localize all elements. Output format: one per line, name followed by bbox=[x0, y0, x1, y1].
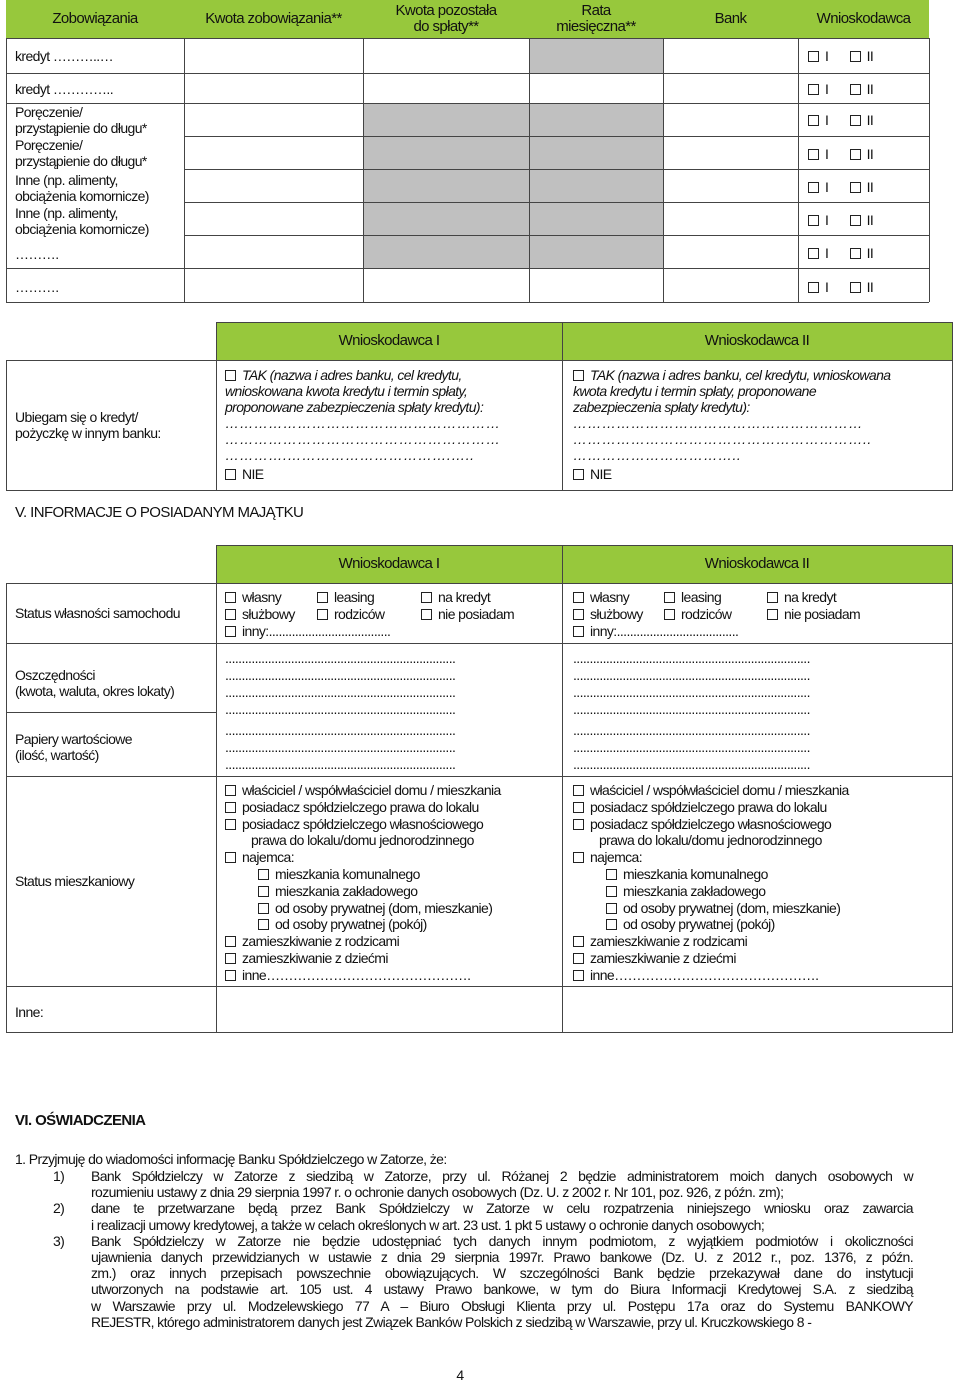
housing-option-label: najemca: bbox=[242, 849, 295, 866]
checkbox-applicant-2[interactable] bbox=[850, 182, 861, 193]
car-other-field[interactable]: inny:..................................... bbox=[242, 623, 391, 639]
car-opt-label: na kredyt bbox=[784, 589, 837, 605]
checkbox-tenant-private-room[interactable] bbox=[606, 919, 617, 930]
statement-text: REJESTR, którego administratorem danych jest Związek Banków Polskich z siedzibą w Warszawie, przy ul. Kruczkowskiego 8 - bbox=[91, 1313, 812, 1330]
statement-text: Bank Spółdzielczy w Zatorze z siedzibą w Zatorze, przy ul. Różanej 2 będzie administratorem moich danych osobowych w bbox=[91, 1168, 913, 1184]
loan-applicant-2-nie bbox=[573, 466, 612, 482]
dot-line[interactable]: ...................................................................... bbox=[225, 684, 456, 700]
checkbox-car-own[interactable] bbox=[573, 592, 584, 603]
tak-1-line1: TAK (nazwa i adres banku, cel kredytu, bbox=[242, 367, 462, 383]
applicant-2-label: II bbox=[866, 245, 874, 261]
applicant-2-label: II bbox=[866, 212, 874, 228]
loan-row-label bbox=[15, 409, 161, 441]
tak-2-dots1[interactable]: …………………………………………………… bbox=[573, 415, 863, 431]
header-rate-line1: Rata bbox=[581, 2, 611, 19]
applicant-2-label: II bbox=[866, 279, 874, 295]
applicant-2-label: II bbox=[866, 81, 874, 97]
applicant-1-label: I bbox=[825, 81, 829, 97]
car-opt-label: własny bbox=[242, 589, 282, 605]
checkbox-car-credit[interactable] bbox=[767, 592, 778, 603]
checkbox-applicant-1[interactable] bbox=[808, 182, 819, 193]
checkbox-car-credit[interactable] bbox=[421, 592, 432, 603]
housing-option-label: mieszkania zakładowego bbox=[623, 882, 766, 899]
loan-applicant-1-nie bbox=[225, 466, 264, 482]
statement-text: rozumieniu ustawy z dnia 29 sierpnia 1997 r. o ochronie danych osobowych (Dz. U. z 2002 r. Nr 101, poz. 926, z późn. zm); bbox=[91, 1184, 784, 1201]
dot-line[interactable]: ........................................................................ bbox=[573, 650, 810, 666]
checkbox-housing-tenant[interactable] bbox=[573, 852, 584, 863]
tak-2-line3: zabezpieczenia spłaty kredytu): bbox=[573, 399, 750, 415]
checkbox-car-parents[interactable] bbox=[664, 609, 675, 620]
checkbox-applicant-1[interactable] bbox=[808, 115, 819, 126]
checkbox-tak-applicant-1[interactable] bbox=[225, 370, 236, 381]
car-opt-parents-2 bbox=[664, 606, 731, 622]
housing-option-label: mieszkania zakładowego bbox=[275, 882, 418, 899]
car-opt-label: na kredyt bbox=[438, 589, 491, 605]
applicant-choice-row-6 bbox=[808, 212, 873, 228]
applicant-1-label: I bbox=[825, 212, 829, 228]
statement-line bbox=[53, 1249, 913, 1265]
car-opt-label: służbowy bbox=[242, 606, 295, 622]
applicant-1-label: I bbox=[825, 146, 829, 162]
checkbox-tenant-company[interactable] bbox=[606, 886, 617, 897]
statement-intro: 1. Przyjmuję do wiadomości informację Banku Spółdzielczego w Zatorze, że: bbox=[15, 1151, 447, 1167]
tak-2-line2: kwota kredytu i termin spłaty, proponowane bbox=[573, 383, 817, 399]
dot-line[interactable]: ........................................................................ bbox=[573, 667, 810, 683]
car-opt-label: nie posiadam bbox=[438, 606, 515, 622]
statement-num bbox=[53, 1249, 91, 1265]
statement-text: ujawnienia danych przewidzianych w ustawie z dnia 29 sierpnia 1997r. Prawo bankowe (Dz. U. z 2012 r., poz. 1376, z późn. bbox=[91, 1249, 913, 1266]
car-status-label: Status własności samochodu bbox=[15, 605, 180, 621]
statement-text: zm.) oraz innych przepisach powszechnie obowiązujących. W szczególności Bank będzie przekazywał dane do instytucji bbox=[91, 1265, 913, 1282]
statement-line bbox=[53, 1298, 913, 1314]
statement-text: i realizacji umowy kredytowej, a także w celach określonych w art. 23 ust. 1 pkt 5 ustawy o ochronie danych osobowych; bbox=[91, 1216, 765, 1233]
checkbox-housing-owner[interactable] bbox=[225, 785, 236, 796]
checkbox-applicant-1[interactable] bbox=[808, 215, 819, 226]
car-opt-company-2 bbox=[573, 606, 643, 622]
applicant-2-label: II bbox=[866, 112, 874, 128]
checkbox-applicant-1[interactable] bbox=[808, 248, 819, 259]
gray-block-rate bbox=[529, 103, 663, 268]
section-6-title: VI. OŚWIADCZENIA bbox=[15, 1112, 146, 1129]
liability-label-other-2 bbox=[15, 205, 149, 237]
statement-line bbox=[53, 1184, 913, 1200]
car-opt-own-2 bbox=[573, 589, 629, 605]
liability-label-guarantee-2-line2: przystąpienie do długu* bbox=[15, 153, 147, 169]
checkbox-applicant-1[interactable] bbox=[808, 149, 819, 160]
header-liabilities: Zobowiązania bbox=[52, 10, 138, 27]
applicant-2-label: II bbox=[866, 146, 874, 162]
tak-1-dots3[interactable]: ………….…………………………….….. bbox=[225, 447, 475, 463]
liability-label-credit-1: kredyt ………..… bbox=[15, 48, 113, 64]
car-opt-none-2 bbox=[767, 606, 860, 622]
housing-option-label: właściciel / współwłaściciel domu / mieszkania bbox=[590, 782, 849, 798]
checkbox-tak-applicant-2[interactable] bbox=[573, 370, 584, 381]
applicant-2-label: II bbox=[866, 179, 874, 195]
tak-2-dots2[interactable]: …………………………………………………….. bbox=[573, 431, 872, 447]
housing-option-label: posiadacz spółdzielczego prawa do lokalu bbox=[590, 798, 827, 815]
checkbox-applicant-2[interactable] bbox=[850, 84, 861, 95]
car-opt-label: służbowy bbox=[590, 606, 643, 622]
header-applicant: Wnioskodawca bbox=[816, 10, 911, 27]
liability-label-other-2-line2: obciążenia komornicze) bbox=[15, 221, 149, 237]
applicant-choice-row-1 bbox=[808, 48, 873, 64]
tak-2-dots3[interactable]: …………………………….. bbox=[573, 447, 742, 463]
nie-label-1: NIE bbox=[242, 466, 264, 482]
statement-num: 2) bbox=[53, 1200, 65, 1217]
checkbox-car-none[interactable] bbox=[767, 609, 778, 620]
liability-label-credit-2: kredyt ………….. bbox=[15, 81, 113, 97]
dot-line[interactable]: ...................................................................... bbox=[225, 701, 456, 717]
checkbox-housing-coop[interactable] bbox=[225, 802, 236, 813]
loan-row-label-line2: pożyczkę w innym banku: bbox=[15, 425, 161, 441]
housing-option-label-cont: prawa do lokalu/domu jednorodzinnego bbox=[599, 832, 822, 849]
car-opt-label: nie posiadam bbox=[784, 606, 861, 622]
checkbox-applicant-2[interactable] bbox=[850, 51, 861, 62]
statement-line bbox=[53, 1314, 913, 1330]
applicant-choice-row-4 bbox=[808, 146, 873, 162]
checkbox-car-company[interactable] bbox=[573, 609, 584, 620]
checkbox-tenant-private-home[interactable] bbox=[606, 903, 617, 914]
car-opt-label: własny bbox=[590, 589, 630, 605]
dot-line[interactable]: ...................................................................... bbox=[225, 722, 456, 738]
statement-text: dane te przetwarzane będą przez Bank Spółdzielczy w Zatorze w celu rozpatrzenia niniejszego wniosku oraz zawarcia bbox=[91, 1200, 913, 1217]
housing-option-label: posiadacz spółdzielczego własnościowego bbox=[590, 815, 832, 832]
checkbox-nie-applicant-2[interactable] bbox=[573, 469, 584, 480]
securities-label-line1: Papiery wartościowe bbox=[15, 731, 132, 747]
housing-option-label: od osoby prywatnej (dom, mieszkanie) bbox=[623, 899, 841, 916]
header-rate-line2: miesięczna** bbox=[556, 18, 636, 35]
header-rate bbox=[529, 3, 663, 35]
nie-label-2: NIE bbox=[590, 466, 612, 482]
section-5-title: V. INFORMACJE O POSIADANYM MAJĄTKU bbox=[15, 504, 304, 521]
savings-label bbox=[15, 667, 174, 699]
housing-option-label: od osoby prywatnej (pokój) bbox=[275, 916, 427, 933]
checkbox-housing-children[interactable] bbox=[573, 953, 584, 964]
page-number: 4 bbox=[456, 1367, 464, 1383]
checkbox-housing-other[interactable] bbox=[573, 970, 584, 981]
header-amount: Kwota zobowiązania** bbox=[205, 10, 342, 27]
statement-line bbox=[53, 1200, 913, 1216]
applicant-choice-row-8 bbox=[808, 279, 873, 295]
loan-col-applicant-2: Wnioskodawca II bbox=[704, 332, 810, 349]
liability-label-guarantee-1-line1: Poręczenie/ bbox=[15, 104, 83, 120]
car-opt-label: rodziców bbox=[334, 606, 385, 622]
housing-option-label: zamieszkiwanie z rodzicami bbox=[242, 933, 400, 950]
liability-label-guarantee-1 bbox=[15, 104, 147, 136]
checkbox-car-leasing[interactable] bbox=[317, 592, 328, 603]
statement-line bbox=[53, 1281, 913, 1297]
housing-option-label: zamieszkiwanie z dziećmi bbox=[590, 949, 736, 966]
statement-list bbox=[53, 1168, 913, 1330]
assets-col-applicant-1: Wnioskodawca I bbox=[338, 555, 440, 572]
checkbox-tenant-private-home[interactable] bbox=[258, 903, 269, 914]
statement-text: w Warszawie przy ul. Modzelewskiego 77 A – Biuro Obsługi Klienta przy ul. Postępu 17a oraz do Systemu BANKOWY bbox=[91, 1297, 913, 1314]
car-opt-label: leasing bbox=[681, 589, 722, 605]
statement-num bbox=[53, 1298, 91, 1314]
checkbox-housing-coop-own[interactable] bbox=[225, 819, 236, 830]
checkbox-tenant-private-room[interactable] bbox=[258, 919, 269, 930]
checkbox-housing-other[interactable] bbox=[225, 970, 236, 981]
statement-text: Bank Spółdzielczy w Zatorze nie będzie udostępniać tych danych innym podmiotom, z wyjątkiem podmiotów i okoliczności bbox=[91, 1232, 913, 1249]
gray-cell-rate-1 bbox=[529, 38, 663, 73]
housing-status-label: Status mieszkaniowy bbox=[15, 873, 135, 889]
checkbox-applicant-1[interactable] bbox=[808, 282, 819, 293]
checkbox-tenant-municipal[interactable] bbox=[258, 869, 269, 880]
loan-applicant-1-tak bbox=[225, 367, 501, 463]
housing-option-label[interactable]: inne………………………………………. bbox=[590, 966, 819, 983]
car-opt-credit-2 bbox=[767, 589, 836, 605]
car-opt-company-1 bbox=[225, 606, 295, 622]
dot-line[interactable]: ........................................................................ bbox=[573, 701, 810, 717]
housing-option-label-cont: prawa do lokalu/domu jednorodzinnego bbox=[251, 832, 474, 849]
statement-num bbox=[53, 1217, 91, 1233]
car-opt-leasing-1 bbox=[317, 589, 374, 605]
car-opt-label: rodziców bbox=[681, 606, 732, 622]
liability-label-blank-2: ………. bbox=[15, 279, 59, 295]
statement-num bbox=[53, 1281, 91, 1297]
securities-label bbox=[15, 731, 132, 763]
housing-option-label: posiadacz spółdzielczego prawa do lokalu bbox=[242, 798, 479, 815]
dot-line[interactable]: ...................................................................... bbox=[225, 667, 456, 683]
loan-row-label-line1: Ubiegam się o kredyt/ bbox=[15, 409, 138, 425]
checkbox-housing-coop[interactable] bbox=[573, 802, 584, 813]
housing-option-label: najemca: bbox=[590, 849, 643, 866]
header-bank: Bank bbox=[714, 10, 747, 27]
car-opt-leasing-2 bbox=[664, 589, 721, 605]
tak-1-dots1[interactable]: ………………………………………………… bbox=[225, 415, 501, 431]
statement-num: 3) bbox=[53, 1232, 65, 1249]
statement-num: 1) bbox=[53, 1168, 65, 1184]
savings-field-applicant-1[interactable] bbox=[225, 650, 455, 773]
tak-1-line3: proponowane zabezpieczenia spłaty kredytu): bbox=[225, 399, 484, 415]
applicant-choice-row-2 bbox=[808, 81, 873, 97]
housing-options-applicant-2 bbox=[573, 782, 849, 984]
checkbox-car-company[interactable] bbox=[225, 609, 236, 620]
car-opt-other-1 bbox=[225, 623, 390, 639]
checkbox-car-other[interactable] bbox=[225, 626, 236, 637]
assets-col-applicant-2: Wnioskodawca II bbox=[704, 555, 810, 572]
car-opt-own-1 bbox=[225, 589, 281, 605]
checkbox-car-other[interactable] bbox=[573, 626, 584, 637]
housing-option-label: posiadacz spółdzielczego własnościowego bbox=[242, 815, 484, 832]
liability-label-other-2-line1: Inne (np. alimenty, bbox=[15, 205, 118, 221]
checkbox-housing-parents[interactable] bbox=[573, 936, 584, 947]
checkbox-applicant-1[interactable] bbox=[808, 84, 819, 95]
statement-num bbox=[53, 1265, 91, 1281]
housing-option-label: od osoby prywatnej (dom, mieszkanie) bbox=[275, 899, 493, 916]
liability-label-other-1-line2: obciążenia komornicze) bbox=[15, 188, 149, 204]
checkbox-housing-coop-own[interactable] bbox=[573, 819, 584, 830]
statement-num bbox=[53, 1314, 91, 1330]
housing-option-label[interactable]: inne………………………………………. bbox=[242, 966, 471, 983]
checkbox-tenant-company[interactable] bbox=[258, 886, 269, 897]
checkbox-car-leasing[interactable] bbox=[664, 592, 675, 603]
tak-1-dots2[interactable]: ………………………………………………… bbox=[225, 431, 501, 447]
car-opt-label: leasing bbox=[334, 589, 375, 605]
liability-label-other-1-line1: Inne (np. alimenty, bbox=[15, 172, 118, 188]
liability-label-guarantee-1-line2: przystąpienie do długu* bbox=[15, 120, 147, 136]
statement-num bbox=[53, 1184, 91, 1200]
housing-option-label: mieszkania komunalnego bbox=[275, 865, 420, 882]
applicant-choice-row-3 bbox=[808, 112, 873, 128]
liability-label-guarantee-2 bbox=[15, 137, 147, 169]
checkbox-tenant-municipal[interactable] bbox=[606, 869, 617, 880]
statement-text: utworzonych na podstawie art. 105 ust. 4 ustawy Prawo bankowe, w tym do Biura Informacji Kredytowej S.A. z siedzibą bbox=[91, 1281, 913, 1298]
housing-option-label: właściciel / współwłaściciel domu / mieszkania bbox=[242, 782, 501, 798]
housing-option-label: zamieszkiwanie z dziećmi bbox=[242, 949, 388, 966]
other-label: Inne: bbox=[15, 1004, 44, 1020]
dot-line[interactable]: ...................................................................... bbox=[225, 739, 456, 755]
header-remaining-line2: do spłaty** bbox=[413, 18, 479, 35]
tak-1-line2: wnioskowana kwota kredytu i termin spłaty, bbox=[225, 383, 468, 399]
dot-line[interactable]: ........................................................................ bbox=[573, 722, 810, 738]
statement-line bbox=[53, 1233, 913, 1249]
housing-options-applicant-1 bbox=[225, 782, 501, 984]
loan-applicant-2-tak bbox=[573, 367, 890, 463]
car-other-field[interactable]: inny:..................................... bbox=[590, 623, 739, 639]
statement-line bbox=[53, 1168, 913, 1184]
checkbox-car-own[interactable] bbox=[225, 592, 236, 603]
car-opt-other-2 bbox=[573, 623, 738, 639]
dot-line[interactable]: ........................................................................ bbox=[573, 684, 810, 700]
applicant-1-label: I bbox=[825, 112, 829, 128]
applicant-1-label: I bbox=[825, 48, 829, 64]
housing-option-label: od osoby prywatnej (pokój) bbox=[623, 916, 775, 933]
checkbox-car-parents[interactable] bbox=[317, 609, 328, 620]
savings-field-applicant-2[interactable] bbox=[573, 650, 810, 773]
car-opt-credit-1 bbox=[421, 589, 490, 605]
applicant-1-label: I bbox=[825, 279, 829, 295]
checkbox-applicant-1[interactable] bbox=[808, 51, 819, 62]
securities-label-line2: (ilość, wartość) bbox=[15, 747, 99, 763]
checkbox-housing-parents[interactable] bbox=[225, 936, 236, 947]
car-opt-parents-1 bbox=[317, 606, 384, 622]
checkbox-housing-children[interactable] bbox=[225, 953, 236, 964]
header-remaining-line1: Kwota pozostała bbox=[395, 2, 497, 19]
applicant-choice-row-7 bbox=[808, 245, 873, 261]
dot-line[interactable]: ...................................................................... bbox=[225, 756, 456, 772]
checkbox-applicant-2[interactable] bbox=[850, 115, 861, 126]
checkbox-housing-owner[interactable] bbox=[573, 785, 584, 796]
applicant-2-label: II bbox=[866, 48, 874, 64]
housing-option-label: zamieszkiwanie z rodzicami bbox=[590, 933, 748, 950]
applicant-1-label: I bbox=[825, 179, 829, 195]
applicant-choice-row-5 bbox=[808, 179, 873, 195]
car-opt-none-1 bbox=[421, 606, 514, 622]
dot-line[interactable]: ...................................................................... bbox=[225, 650, 456, 666]
tak-2-line1: TAK (nazwa i adres banku, cel kredytu, wnioskowana bbox=[590, 367, 891, 383]
housing-option-label: mieszkania komunalnego bbox=[623, 865, 768, 882]
savings-label-line2: (kwota, waluta, okres lokaty) bbox=[15, 683, 175, 699]
checkbox-housing-tenant[interactable] bbox=[225, 852, 236, 863]
liability-label-other-1 bbox=[15, 172, 149, 204]
dot-line[interactable]: ........................................................................ bbox=[573, 756, 810, 772]
header-remaining bbox=[363, 3, 529, 35]
checkbox-applicant-2[interactable] bbox=[850, 282, 861, 293]
statement-line bbox=[53, 1217, 913, 1233]
savings-label-line1: Oszczędności bbox=[15, 667, 95, 683]
liability-label-blank-1: ………. bbox=[15, 246, 59, 262]
loan-col-applicant-1: Wnioskodawca I bbox=[338, 332, 440, 349]
applicant-1-label: I bbox=[825, 245, 829, 261]
checkbox-applicant-2[interactable] bbox=[850, 215, 861, 226]
dot-line[interactable]: ........................................................................ bbox=[573, 739, 810, 755]
liability-label-guarantee-2-line1: Poręczenie/ bbox=[15, 137, 83, 153]
checkbox-nie-applicant-1[interactable] bbox=[225, 469, 236, 480]
checkbox-applicant-2[interactable] bbox=[850, 149, 861, 160]
checkbox-applicant-2[interactable] bbox=[850, 248, 861, 259]
gray-block-remaining bbox=[363, 103, 529, 268]
statement-line bbox=[53, 1265, 913, 1281]
checkbox-car-none[interactable] bbox=[421, 609, 432, 620]
